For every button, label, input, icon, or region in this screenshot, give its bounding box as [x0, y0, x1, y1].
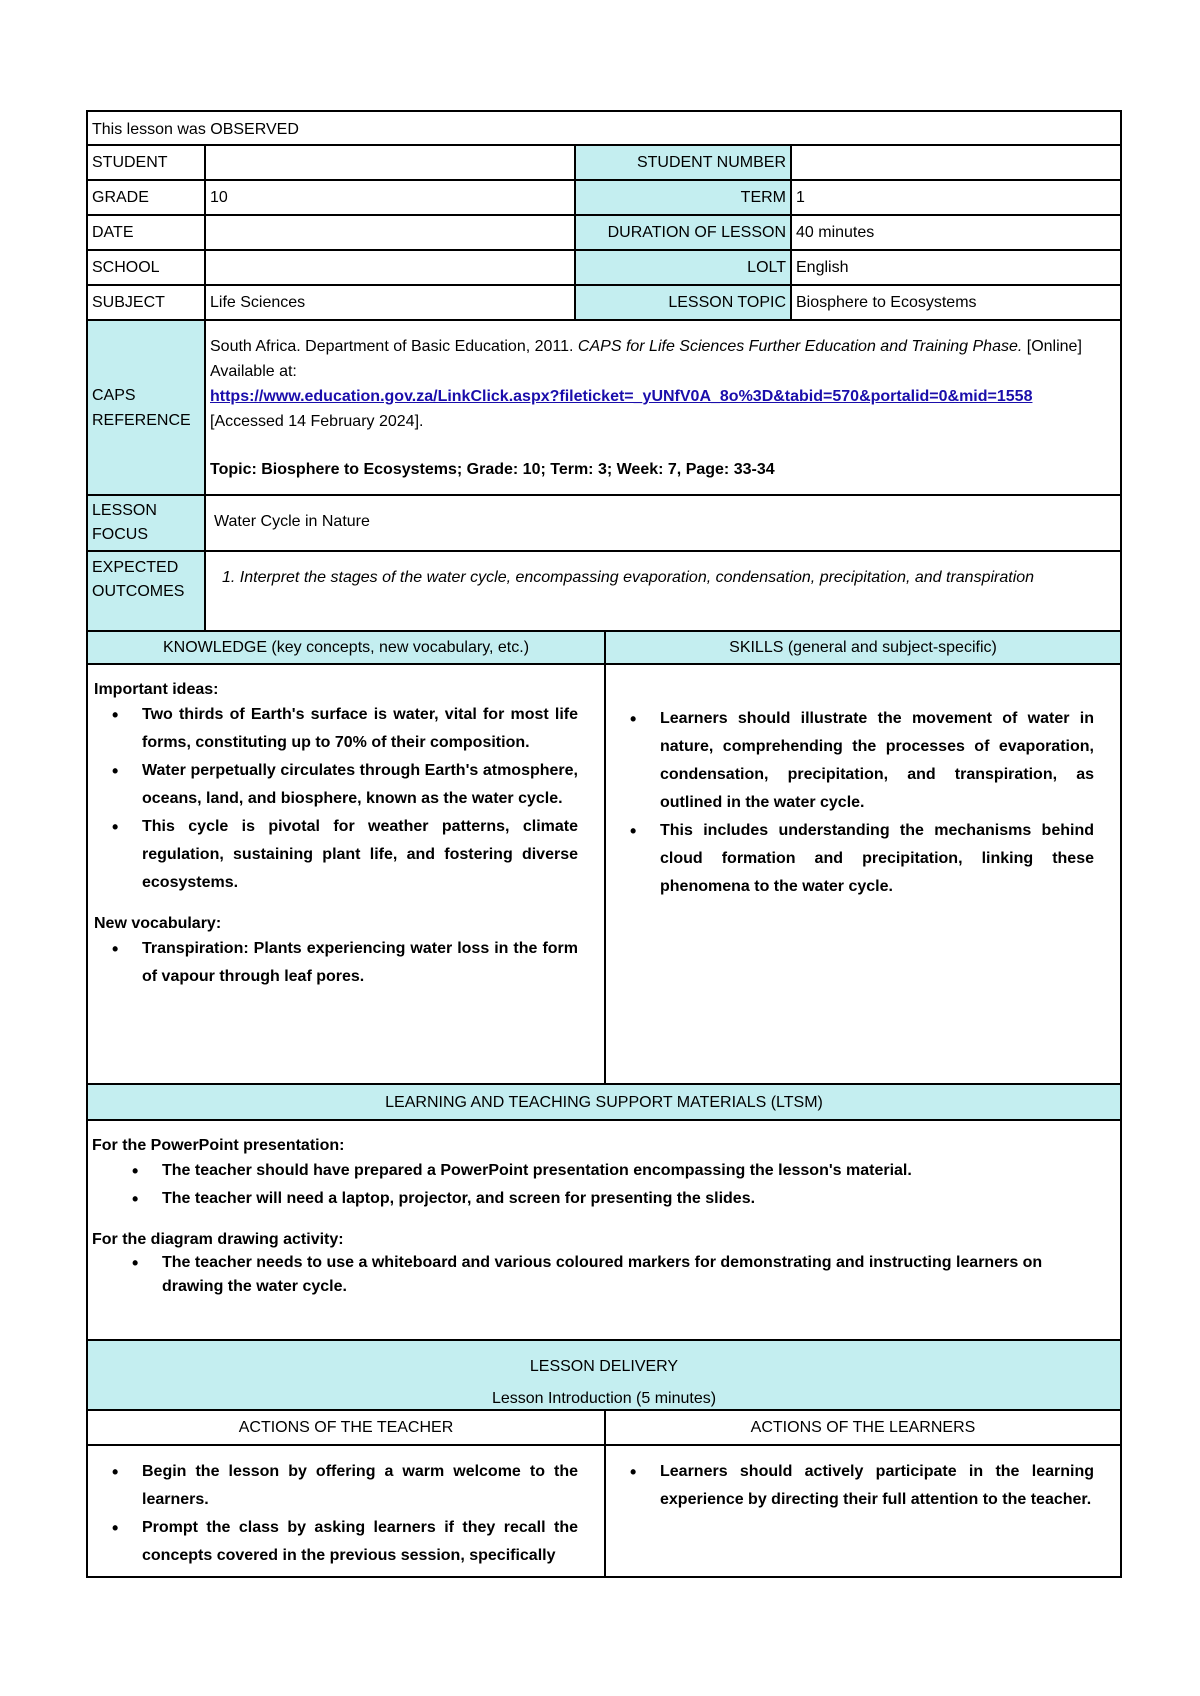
caps-url-link[interactable]: https://www.education.gov.za/LinkClick.aspx?fileticket=_yUNfV0A_8o%3D&tabid=570&portalid=0&mid=1558	[210, 388, 1033, 405]
skills-header: SKILLS (general and subject-specific)	[604, 632, 1120, 663]
caps-online: [Online] Available at:	[210, 338, 1082, 380]
caps-reference-content	[204, 321, 1120, 494]
caps-accessed: [Accessed 14 February 2024].	[210, 413, 424, 430]
list-item: • The teacher will need a laptop, projector, and screen for presenting the slides.	[162, 1185, 1090, 1213]
student-number-label: STUDENT NUMBER	[574, 146, 790, 179]
list-item: • Learners should illustrate the movement of water in nature, comprehending the processes of evaporation, condensation, precipitation, and transpiration, as outlined in the water cycle.	[660, 705, 1094, 817]
school-field[interactable]	[204, 251, 574, 284]
school-label: SCHOOL	[92, 259, 160, 276]
new-vocabulary-title: New vocabulary:	[94, 915, 222, 932]
ltsm-content	[88, 1121, 1120, 1339]
subject-label: SUBJECT	[92, 294, 165, 311]
observed-text: This lesson was OBSERVED	[92, 121, 299, 138]
lesson-introduction-title: Lesson Introduction (5 minutes)	[491, 1390, 717, 1407]
teacher-actions-content	[88, 1446, 604, 1576]
important-ideas-list	[94, 701, 578, 897]
list-item: • Prompt the class by asking learners if they recall the concepts covered in the previous session, specifically	[142, 1514, 578, 1570]
diagram-list	[92, 1251, 1090, 1299]
expected-outcomes-row	[86, 552, 1122, 632]
important-ideas-title: Important ideas:	[94, 681, 219, 698]
list-item: • Transpiration: Plants experiencing water loss in the form of vapour through leaf pores.	[142, 935, 578, 991]
duration-label: DURATION OF LESSON	[574, 216, 790, 249]
skills-content	[604, 665, 1120, 1083]
knowledge-header: KNOWLEDGE (key concepts, new vocabulary, etc.)	[162, 639, 530, 656]
list-item: • The teacher needs to use a whiteboard and various coloured markers for demonstrating and instructing learners on drawing the water cycle.	[162, 1251, 1090, 1299]
term-field[interactable]: 1	[790, 181, 1120, 214]
caps-citation-title: CAPS for Life Sciences Further Education and Training Phase.	[577, 338, 1023, 355]
student-field[interactable]	[204, 146, 574, 179]
teacher-actions-list	[94, 1458, 578, 1570]
grade-label: GRADE	[92, 189, 149, 206]
knowledge-skills-content-row	[86, 665, 1122, 1085]
caps-citation	[210, 334, 1116, 384]
learner-actions-content	[604, 1446, 1120, 1576]
knowledge-skills-header-row	[86, 632, 1122, 665]
caps-reference-row	[86, 321, 1122, 496]
diagram-title: For the diagram drawing activity:	[92, 1231, 344, 1248]
lesson-topic-field[interactable]: Biosphere to Ecosystems	[790, 286, 1120, 319]
student-number-field[interactable]	[790, 146, 1120, 179]
subject-field[interactable]: Life Sciences	[204, 286, 574, 319]
caps-url-line	[210, 384, 1116, 409]
ppt-title: For the PowerPoint presentation:	[92, 1137, 345, 1154]
info-row-school	[86, 251, 1122, 286]
actions-content-row	[86, 1446, 1122, 1578]
list-item: • Water perpetually circulates through Earth's atmosphere, oceans, land, and biosphere, known as the water cycle.	[142, 757, 578, 813]
learner-actions-list	[612, 1458, 1094, 1514]
caps-citation-author: South Africa. Department of Basic Education, 2011.	[210, 338, 578, 355]
actions-header-row	[86, 1411, 1122, 1446]
lesson-plan-form	[86, 110, 1122, 1578]
list-item: • The teacher should have prepared a PowerPoint presentation encompassing the lesson's material.	[162, 1157, 1090, 1185]
date-label: DATE	[92, 224, 134, 241]
lesson-focus-value: Water Cycle in Nature	[204, 496, 1120, 550]
ppt-list	[92, 1157, 1090, 1213]
observed-row	[86, 110, 1122, 146]
lolt-field[interactable]: English	[790, 251, 1120, 284]
lesson-delivery-header-row	[86, 1341, 1122, 1411]
lesson-delivery-header	[88, 1341, 1120, 1409]
info-row-student	[86, 146, 1122, 181]
student-label: STUDENT	[92, 154, 168, 171]
info-row-date	[86, 216, 1122, 251]
caps-topic-line: Topic: Biosphere to Ecosystems; Grade: 10; Term: 3; Week: 7, Page: 33-34	[210, 461, 775, 478]
list-item: • Begin the lesson by offering a warm welcome to the learners.	[142, 1458, 578, 1514]
list-item: • This cycle is pivotal for weather patterns, climate regulation, sustaining plant life, and fostering diverse ecosystems.	[142, 813, 578, 897]
info-row-subject	[86, 286, 1122, 321]
lolt-label: LOLT	[574, 251, 790, 284]
ltsm-content-row	[86, 1121, 1122, 1341]
learner-actions-header: ACTIONS OF THE LEARNERS	[604, 1411, 1120, 1444]
expected-outcomes-value: 1. Interpret the stages of the water cycle, encompassing evaporation, condensation, precipitation, and transpiration	[204, 552, 1120, 630]
lesson-delivery-title: LESSON DELIVERY	[529, 1358, 679, 1375]
caps-spacer	[210, 434, 1116, 457]
ltsm-header: LEARNING AND TEACHING SUPPORT MATERIALS (LTSM)	[385, 1094, 823, 1111]
lesson-focus-row	[86, 496, 1122, 552]
duration-field[interactable]: 40 minutes	[790, 216, 1120, 249]
expected-outcomes-label: EXPECTED OUTCOMES	[88, 552, 204, 630]
skills-list	[612, 705, 1094, 901]
new-vocabulary-list	[94, 935, 578, 991]
knowledge-content	[88, 665, 604, 1083]
ltsm-header-row	[86, 1085, 1122, 1121]
teacher-actions-header: ACTIONS OF THE TEACHER	[238, 1419, 454, 1436]
list-item: • This includes understanding the mechanisms behind cloud formation and precipitation, linking these phenomena to the water cycle.	[660, 817, 1094, 901]
info-row-grade	[86, 181, 1122, 216]
date-field[interactable]	[204, 216, 574, 249]
lesson-focus-label: LESSON FOCUS	[88, 496, 204, 550]
grade-field[interactable]: 10	[204, 181, 574, 214]
term-label: TERM	[574, 181, 790, 214]
caps-reference-label: CAPS REFERENCE	[88, 321, 204, 494]
list-item: • Learners should actively participate in the learning experience by directing their full attention to the teacher.	[660, 1458, 1094, 1514]
lesson-topic-label: LESSON TOPIC	[574, 286, 790, 319]
list-item: • Two thirds of Earth's surface is water, vital for most life forms, constituting up to 70% of their composition.	[142, 701, 578, 757]
